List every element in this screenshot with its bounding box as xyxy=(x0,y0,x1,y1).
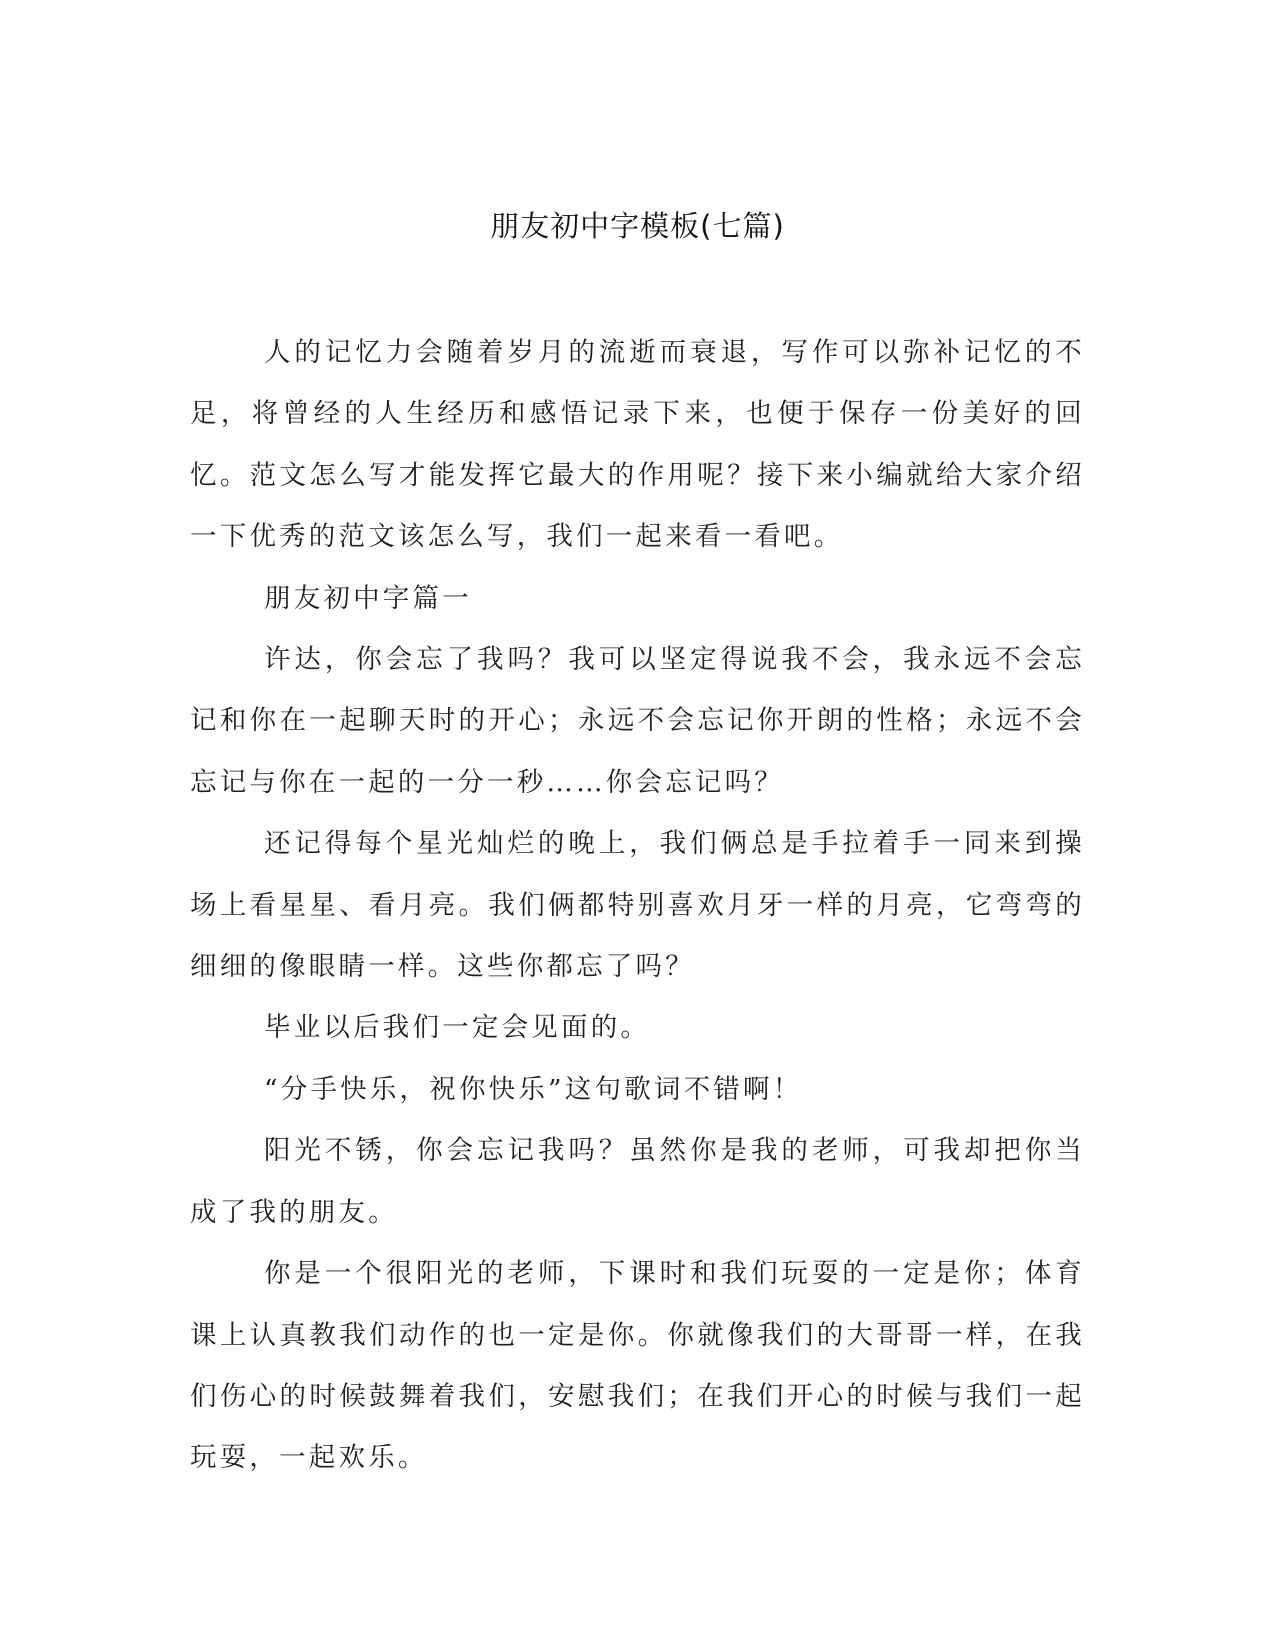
document-title: 朋友初中字模板(七篇) xyxy=(490,209,785,243)
body-paragraph: 阳光不锈，你会忘记我吗？虽然你是我的老师，可我却把你当成了我的朋友。 xyxy=(190,1135,1085,1228)
section-heading: 朋友初中字篇一 xyxy=(264,582,472,614)
intro-paragraph: 人的记忆力会随着岁月的流逝而衰退，写作可以弥补记忆的不足，将曾经的人生经历和感悟记录下来，也便于保存一份美好的回忆。范文怎么写才能发挥它最大的作用呢？接下来小编就给大家介绍一下优秀的范文该怎么写，我们一起来看一看吧。 xyxy=(190,337,1085,553)
document-body xyxy=(190,322,1085,1489)
body-paragraph: 毕业以后我们一定会见面的。 xyxy=(264,1012,651,1044)
body-paragraph: 还记得每个星光灿烂的晚上，我们俩总是手拉着手一同来到操场上看星星、看月亮。我们俩都特别喜欢月牙一样的月亮，它弯弯的细细的像眼睛一样。这些你都忘了吗？ xyxy=(190,828,1085,983)
body-paragraph: 许达，你会忘了我吗？我可以坚定得说我不会，我永远不会忘记和你在一起聊天时的开心；永远不会忘记你开朗的性格；永远不会忘记与你在一起的一分一秒……你会忘记吗？ xyxy=(190,644,1085,798)
body-paragraph: 你是一个很阳光的老师，下课时和我们玩耍的一定是你；体育课上认真教我们动作的也一定是你。你就像我们的大哥哥一样，在我们伤心的时候鼓舞着我们，安慰我们；在我们开心的时候与我们一起玩耍，一起欢乐。 xyxy=(190,1258,1085,1474)
body-paragraph: “分手快乐，祝你快乐”这句歌词不错啊！ xyxy=(264,1073,803,1105)
